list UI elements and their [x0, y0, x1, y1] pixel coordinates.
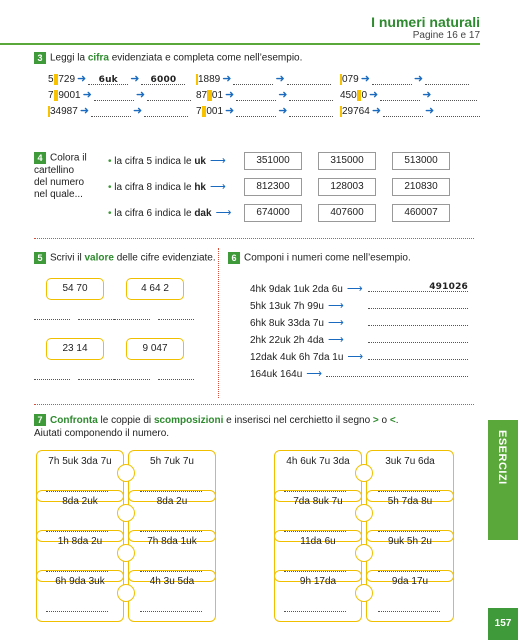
- ex3-item: [340, 104, 480, 117]
- arrow-right-icon: ⟶: [346, 283, 363, 295]
- decomposition-text: 4h 3u 5da: [149, 576, 195, 587]
- number-card[interactable]: 128003: [318, 178, 376, 196]
- ex4-number: 4: [34, 152, 46, 164]
- answer-blank[interactable]: [380, 91, 420, 101]
- number-card[interactable]: 513000: [392, 152, 450, 170]
- answer-blank[interactable]: [368, 299, 468, 309]
- section-divider: [34, 404, 474, 405]
- ex3-number-part: 7: [196, 106, 202, 117]
- arrow-right-icon: ➜: [278, 89, 288, 101]
- ex3-instruction: 3 Leggi la cifra evidenziata e completa come nell’esempio.: [34, 52, 302, 64]
- comparison-pair: [274, 570, 454, 622]
- ex3-item: [340, 88, 477, 101]
- arrow-right-icon: ➜: [222, 73, 232, 85]
- ex3-number-part: 729: [58, 74, 76, 85]
- ex3-number-part: 34987: [50, 106, 78, 117]
- ex5-number: 5: [34, 252, 46, 264]
- ex6-line: 12dak 4uk 6h 7da 1u ⟶: [250, 351, 364, 363]
- decomposition-text: 3uk 7u 6da: [385, 456, 435, 467]
- ex5-number-card: 9 047: [126, 338, 184, 360]
- ex7-instruction: 7 Confronta le coppie di scomposizioni e inserisci nel cerchietto il segno > o <. Aiutati componendo il numero.: [34, 415, 399, 439]
- decomposition-text: 9uk 5h 2u: [388, 536, 432, 547]
- ex5-instruction: 5 Scrivi il valore delle cifre evidenziate.: [34, 252, 216, 264]
- arrow-right-icon: ➜: [425, 105, 435, 117]
- ex3-number-part: 450: [340, 90, 357, 101]
- answer-blank[interactable]: [114, 310, 150, 320]
- ex4-condition: • la cifra 5 indica le uk ⟶: [108, 155, 226, 167]
- arrow-right-icon: ➜: [369, 89, 379, 101]
- arrow-right-icon: ⟶: [210, 155, 226, 167]
- answer-blank[interactable]: 6uk: [88, 75, 128, 85]
- answer-blank[interactable]: [433, 91, 477, 101]
- number-card[interactable]: 315000: [318, 152, 376, 170]
- ex6-instruction: 6 Componi i numeri come nell’esempio.: [228, 252, 411, 264]
- side-tab: [488, 420, 518, 540]
- header-divider: [0, 43, 480, 45]
- arrow-right-icon: ➜: [135, 89, 146, 101]
- section-divider: [34, 238, 474, 239]
- comparison-circle[interactable]: [117, 584, 135, 602]
- answer-blank[interactable]: [233, 75, 273, 85]
- arrow-right-icon: ⟶: [306, 368, 323, 380]
- number-card[interactable]: 460007: [392, 204, 450, 222]
- decomposition-text: 7h 5uk 3da 7u: [48, 456, 112, 467]
- ex6-line: 4hk 9dak 1uk 2da 6u ⟶: [250, 283, 363, 295]
- answer-blank[interactable]: [236, 91, 276, 101]
- answer-blank[interactable]: [147, 91, 191, 101]
- ex3-number: 3: [34, 52, 46, 64]
- answer-blank[interactable]: [91, 107, 131, 117]
- ex3-number-part: 9001: [58, 90, 81, 101]
- number-card[interactable]: 674000: [244, 204, 302, 222]
- answer-blank[interactable]: [34, 370, 70, 380]
- arrow-right-icon: ⟶: [215, 207, 232, 219]
- ex3-item: [196, 88, 333, 101]
- decomposition-text: 9da 17u: [391, 576, 429, 587]
- comparison-circle[interactable]: [117, 504, 135, 522]
- ex3-number-part: 5: [48, 74, 54, 85]
- answer-blank[interactable]: [289, 107, 333, 117]
- answer-blank[interactable]: [158, 370, 194, 380]
- answer-blank[interactable]: [372, 75, 412, 85]
- ex3-item: [48, 104, 188, 117]
- page-reference: Pagine 16 e 17: [412, 30, 480, 41]
- ex3-number-part: 001: [206, 106, 224, 117]
- answer-blank[interactable]: [368, 333, 468, 343]
- decomposition-text: 7da 8uk 7u: [293, 496, 343, 507]
- comparison-circle[interactable]: [355, 504, 373, 522]
- column-divider: [218, 248, 219, 398]
- number-card[interactable]: 210830: [392, 178, 450, 196]
- arrow-right-icon: ➜: [275, 73, 285, 85]
- answer-blank[interactable]: [34, 310, 70, 320]
- ex4-condition: • la cifra 8 indica le hk ⟶: [108, 181, 226, 193]
- comparison-pair: [36, 570, 216, 622]
- decomposition-text: 8da 2uk: [62, 496, 98, 507]
- comparison-circle[interactable]: [355, 584, 373, 602]
- answer-blank[interactable]: [114, 370, 150, 380]
- ex7-number: 7: [34, 414, 46, 426]
- ex6-line: 164uk 164u ⟶: [250, 368, 323, 380]
- ex6-line: 2hk 22uk 2h 4da ⟶: [250, 334, 344, 346]
- answer-blank[interactable]: [158, 310, 194, 320]
- arrow-right-icon: ➜: [82, 89, 92, 101]
- ex3-number-part: 1889: [198, 74, 221, 85]
- comparison-circle[interactable]: [117, 464, 135, 482]
- decomposition-text: 1h 8da 2u: [57, 536, 103, 547]
- bullet-icon: •: [108, 182, 115, 193]
- answer-blank[interactable]: [140, 602, 202, 612]
- arrow-right-icon: ➜: [413, 73, 424, 85]
- ex3-number-part: 0: [361, 90, 368, 101]
- decomposition-text: 7h 8da 1uk: [147, 536, 197, 547]
- answer-blank[interactable]: [425, 75, 469, 85]
- answer-blank[interactable]: [368, 316, 468, 326]
- ex3-number-part: 87: [196, 90, 208, 101]
- arrow-right-icon: ➜: [225, 105, 235, 117]
- comparison-circle[interactable]: [355, 464, 373, 482]
- answer-blank[interactable]: [289, 91, 333, 101]
- ex5-number-card: 23 14: [46, 338, 104, 360]
- ex4-instruction: 4 Colora il cartellino del numero nel quale...: [34, 152, 87, 200]
- answer-blank[interactable]: 491026: [368, 282, 468, 292]
- ex4-condition: • la cifra 6 indica le dak ⟶: [108, 207, 232, 219]
- side-tab-label: ESERCIZI: [496, 430, 508, 485]
- answer-blank[interactable]: [368, 350, 468, 360]
- number-card[interactable]: 351000: [244, 152, 302, 170]
- decomposition-text: 5h 7uk 7u: [150, 456, 194, 467]
- decomposition-text: 9h 17da: [299, 576, 337, 587]
- arrow-right-icon: ➜: [360, 73, 370, 85]
- answer-blank[interactable]: [436, 107, 480, 117]
- ex3-number-part: 079: [342, 74, 359, 85]
- answer-blank[interactable]: [383, 107, 423, 117]
- arrow-right-icon: ⟶: [210, 181, 226, 193]
- ex6-number: 6: [228, 252, 240, 264]
- ex5-number-card: 4 64 2: [126, 278, 184, 300]
- bullet-icon: •: [108, 156, 115, 167]
- number-card[interactable]: 407600: [318, 204, 376, 222]
- answer-blank[interactable]: [144, 107, 188, 117]
- ex5-number-card: 54 70: [46, 278, 104, 300]
- answer-blank[interactable]: [78, 370, 114, 380]
- page-number: 157: [488, 608, 518, 640]
- ex3-item: [48, 72, 185, 85]
- decomposition-text: 8da 2u: [156, 496, 188, 507]
- ex3-number-part: 01: [211, 90, 224, 101]
- ex3-item: [340, 72, 469, 85]
- ex3-item: [196, 104, 333, 117]
- answer-blank[interactable]: [78, 310, 114, 320]
- arrow-right-icon: ➜: [371, 105, 382, 117]
- decomposition-text: 5h 7da 8u: [387, 496, 433, 507]
- bullet-icon: •: [108, 208, 115, 219]
- decomposition-text: 11da 6u: [300, 536, 336, 547]
- ex3-number-part: 7: [48, 90, 54, 101]
- ex3-item: [196, 72, 331, 85]
- arrow-right-icon: ➜: [422, 89, 432, 101]
- arrow-right-icon: ➜: [278, 105, 288, 117]
- arrow-right-icon: ⟶: [327, 317, 344, 329]
- answer-blank[interactable]: [46, 602, 108, 612]
- answer-blank[interactable]: [287, 75, 331, 85]
- answer-blank[interactable]: [326, 367, 468, 377]
- arrow-right-icon: ⟶: [327, 334, 344, 346]
- comparison-circle[interactable]: [117, 544, 135, 562]
- arrow-right-icon: ⟶: [347, 351, 364, 363]
- section-title: I numeri naturali: [371, 14, 480, 30]
- arrow-right-icon: ➜: [77, 73, 87, 85]
- arrow-right-icon: ➜: [225, 89, 235, 101]
- decomposition-text: 6h 9da 3uk: [55, 576, 105, 587]
- ex6-line: 6hk 8uk 33da 7u ⟶: [250, 317, 344, 329]
- answer-blank[interactable]: [378, 602, 440, 612]
- answer-blank[interactable]: 6000: [141, 75, 185, 85]
- arrow-right-icon: ➜: [133, 105, 143, 117]
- comparison-circle[interactable]: [355, 544, 373, 562]
- answer-blank[interactable]: [236, 107, 276, 117]
- answer-blank[interactable]: [94, 91, 134, 101]
- arrow-right-icon: ➜: [130, 73, 140, 85]
- ex6-line: 5hk 13uk 7h 99u ⟶: [250, 300, 344, 312]
- answer-blank[interactable]: [284, 602, 346, 612]
- number-card[interactable]: 812300: [244, 178, 302, 196]
- ex3-number-part: 29764: [342, 106, 370, 117]
- ex3-item: [48, 88, 191, 101]
- decomposition-text: 4h 6uk 7u 3da: [286, 456, 350, 467]
- arrow-right-icon: ⟶: [327, 300, 344, 312]
- arrow-right-icon: ➜: [79, 105, 90, 117]
